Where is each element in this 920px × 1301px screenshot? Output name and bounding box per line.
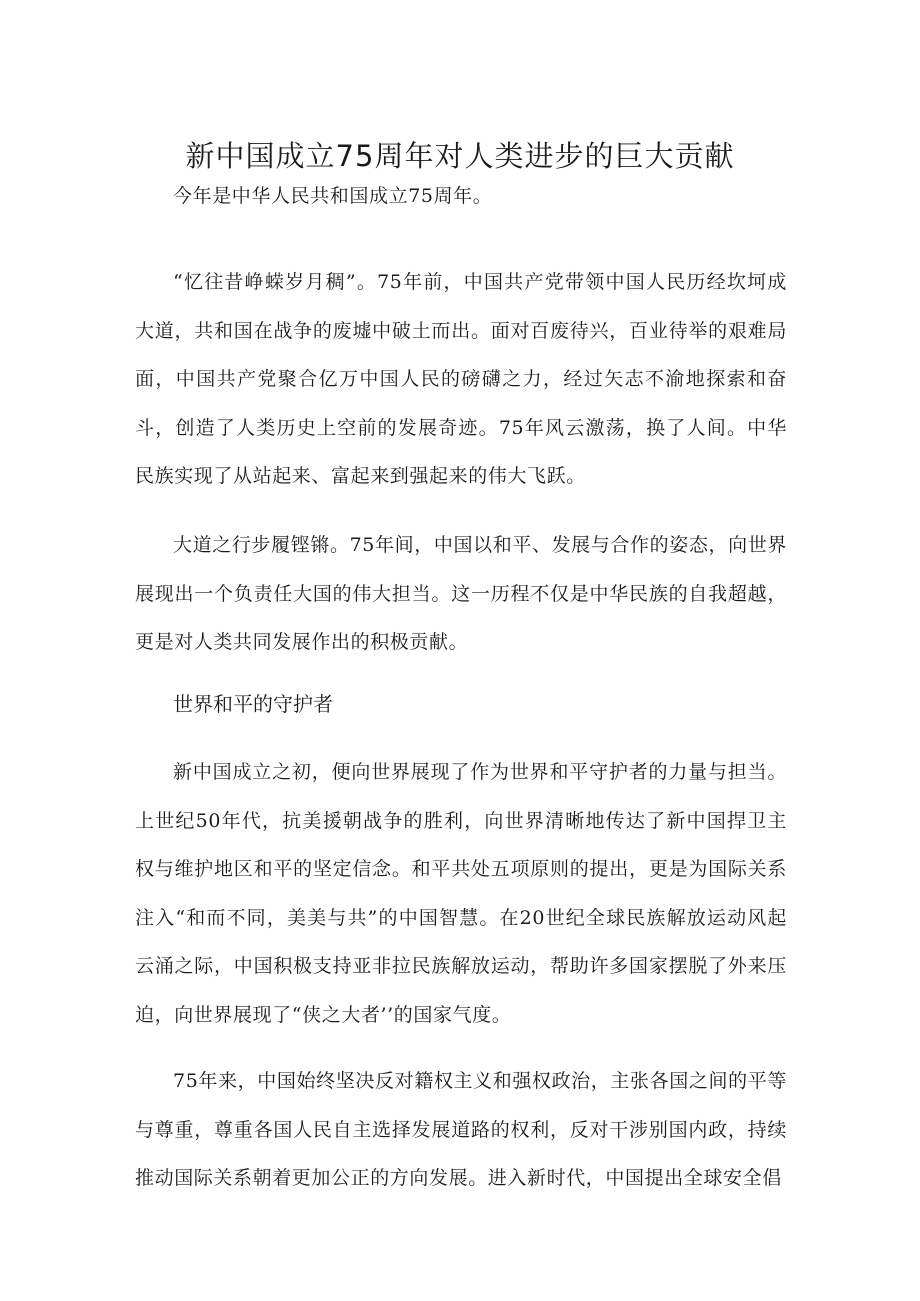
paragraph-peace: 新中国成立之初，便向世界展现了作为世界和平守护者的力量与担当。上世纪50年代，抗美援朝战争的胜利，向世界清晰地传达了新中国捍卫主权与维护地区和平的坚定信念。和平共处五项原则的提出，更是为国际关系注入“和而不同，美美与共”的中国智慧。在20世纪全球民族解放运动风起云涌之际，中国积极支持亚非拉民族解放运动，帮助许多国家摆脱了外来压迫，向世界展现了“侠之大者’’的国家气度。 bbox=[135, 761, 787, 1026]
paragraph-seventy-years: 75年来，中国始终坚决反对籍权主义和强权政治，主张各国之间的平等与尊重，尊重各国人民自主选择发展道路的权利，反对干涉别国内政，持续推动国际关系朝着更加公正的方向发展。进入新时代，中国提出全球安全倡 bbox=[135, 1070, 787, 1189]
section-heading: 世界和平的守护者 bbox=[173, 692, 333, 716]
document-title: 新中国成立75周年对人类进步的巨大贡献 bbox=[185, 139, 735, 173]
paragraph-role: 大道之行步履铿锵。75年间，中国以和平、发展与合作的姿态，向世界展现出一个负责任大国的伟大担当。这一历程不仅是中华民族的自我超越，更是对人类共同发展作出的积极贡献。 bbox=[135, 534, 787, 653]
paragraph-intro: 今年是中华人民共和国成立75周年。 bbox=[173, 185, 493, 207]
paragraph-history: “忆往昔峥蝾岁月稠”。75年前，中国共产党带领中国人民历经坎坷成大道，共和国在战争的废墟中破土而出。面对百废待兴，百业待举的艰难局面，中国共产党聚合亿万中国人民的磅礴之力，经过矢志不渝地探索和奋斗，创造了人类历史上空前的发展奇迹。75年风云激荡，换了人间。中华民族实现了从站起来、富起来到强起来的伟大飞跃。 bbox=[135, 271, 787, 487]
